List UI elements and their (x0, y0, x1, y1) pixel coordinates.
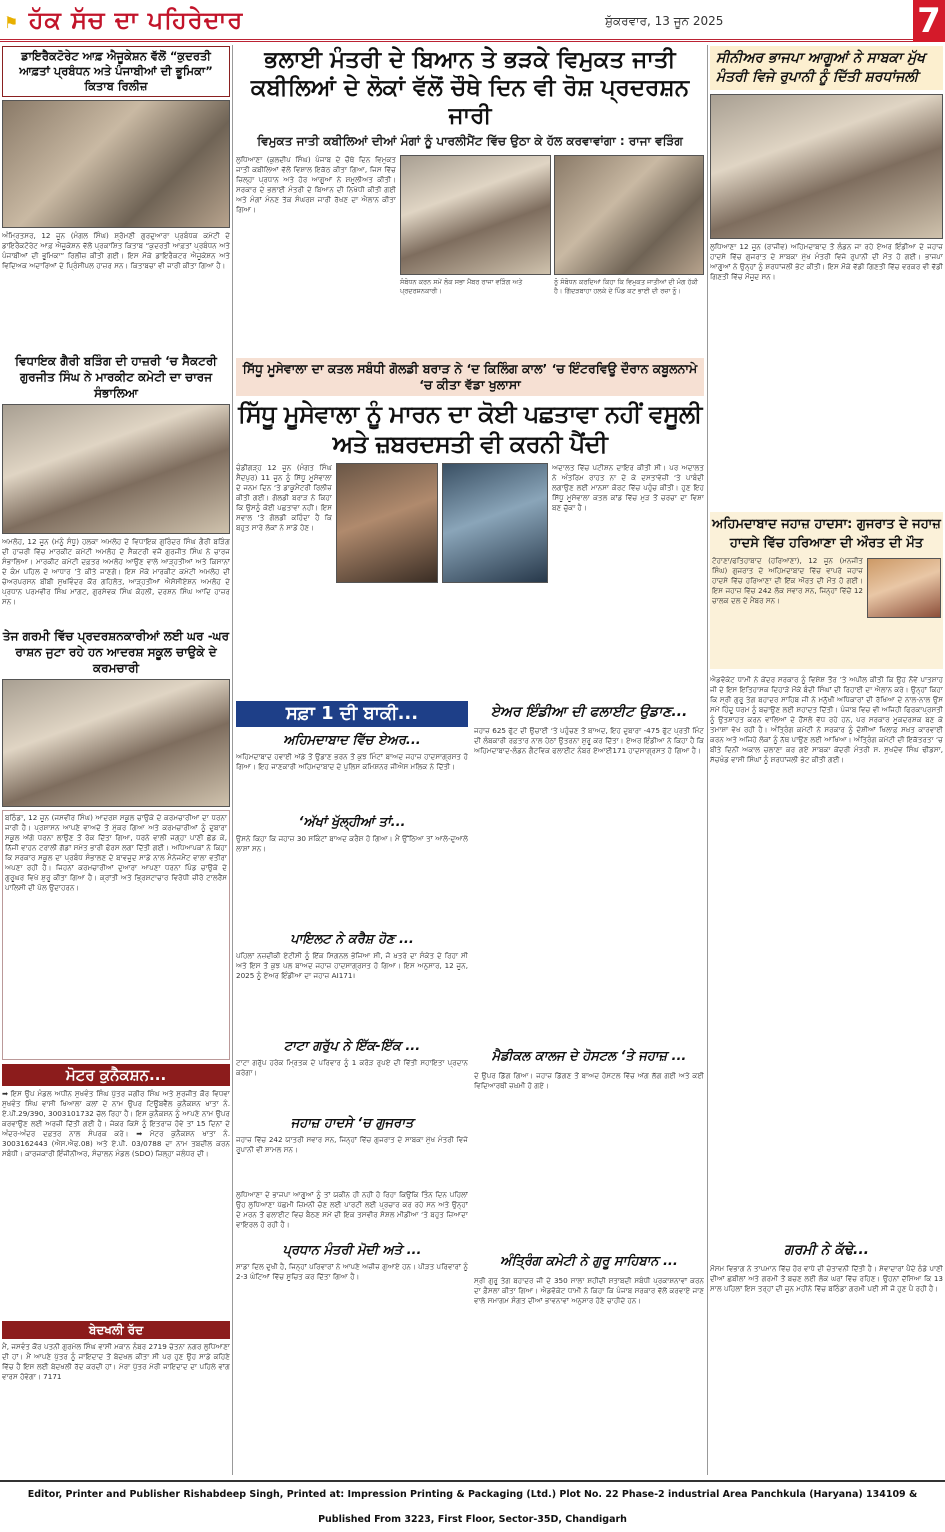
story-body: ਬਠਿੰਡਾ, 12 ਜੂਨ (ਜਸਵੀਰ ਸਿੰਘ) ਆਦਰਸ਼ ਸਕੂਲ ਚਾਉਕੇ ਦੇ ਕਰਮਚਾਰੀਆਂ ਦਾ ਧਰਨਾ ਜਾਰੀ ਹੈ। ਪ੍ਰਸ਼ਾਸਨ ਆਪਣੇ ਵਾਅਦੇ ਤੋਂ ਮੁੱਕਰ ਗਿਆ ਅਤੇ ਕਰਮਚਾਰੀਆਂ ਨੂੰ ਦੁਬਾਰਾ ਸਕੂਲ ਅੱਗੇ ਧਰਨਾ ਲਾਉਣ ਤੋਂ ਰੋਕ ਦਿੱਤਾ ਗਿਆ, ਧਰਨੇ ਵਾਲੀ ਜਗ੍ਹਾ ਪਾਣੀ ਛੱਡ ਕੇ, ਨਿੱਜੀ ਵਾਹਨ ਟਰਾਲੀ ਗੱਡਾਂ ਸਮੇਤ ਭਾਰੀ ਫੋਰਸ ਲਗਾ ਦਿੱਤੀ ਗਈ। ਅਧਿਆਪਕਾਂ ਨੇ ਕਿਹਾ ਕਿ ਸਰਕਾਰ ਸਕੂਲ ਦਾ ਪ੍ਰਬੰਧ ਸੰਭਾਲਣ ਦੇ ਬਾਵਜੂਦ ਸਾਡੇ ਨਾਲ ਮੈਨੇਜਮੈਂਟ ਵਾਲਾ ਵਤੀਰਾ ਅਪਣਾ ਰਹੀ ਹੈ। ਜਿਹਨਾਂ ਕਰਮਚਾਰੀਆਂ ਦੁਆਰਾ ਆਪਣਾ ਧਰਨਾ ਪਿੰਡ ਚਾਉਕੇ ਦੇ ਗੁਰੂਘਰ ਵਿਖੇ ਸ਼ੁਰੂ ਕੀਤਾ ਗਿਆ ਹੈ। ਕ੍ਰਾਂਤੀ ਅਤੇ ਭ੍ਰਿਸ਼ਟਾਚਾਰ ਵਿਰੋਧੀ ਜ਼ੀਰੋ ਟਾਲਰੈਂਸ ਪਾਲਿਸੀ ਦੀ ਪੋਲ ਉਦਾਹਰਨ। (2, 810, 230, 1060)
story-photo (2, 100, 230, 228)
story-body: ਲੁਧਿਆਣਾ 12 ਜੂਨ (ਰਾਜੀਵ) ਅਹਿਮਦਾਬਾਦ ਤੋਂ ਲੰਡਨ ਜਾ ਰਹੇ ਏਅਰ ਇੰਡੀਆ ਦੇ ਜਹਾਜ਼ ਹਾਦਸੇ ਵਿੱਚ ਗੁਜਰਾਤ ਦੇ ਸਾਬਕਾ ਮੁੱਖ ਮੰਤਰੀ ਵਿਜੇ ਰੁਪਾਨੀ ਦੀ ਮੌਤ ਹੋ ਗਈ। ਭਾਜਪਾ ਆਗੂਆਂ ਨੇ ਉਨ੍ਹਾਂ ਨੂੰ ਸ਼ਰਧਾਂਜਲੀ ਭੇਟ ਕੀਤੀ। ਇਸ ਮੌਕੇ ਵੱਡੀ ਗਿਣਤੀ ਵਿੱਚ ਵਰਕਰ ਵੀ ਵੱਡੀ ਗਿਣਤੀ ਵਿੱਚ ਮੌਜੂਦ ਸਨ। (710, 242, 943, 281)
victim-photo (867, 558, 941, 618)
story-body: ਅਦਾਲਤ ਵਿੱਚ ਪਟੀਸ਼ਨ ਦਾਇਰ ਕੀਤੀ ਸੀ। ਪਰ ਅਦਾਲਤ ਨੇ ਅੰਤਰਿਮ ਰਾਹਤ ਨਾ ਦੇ ਕੇ ਦਸਤਾਵੇਜ਼ੀ ‘ਤੇ ਪਾਬੰਦੀ ਲਗਾਉਣ ਲਈ ਮਾਨਸਾ ਕੋਰਟ ਵਿੱਚ ਪਹੁੰਚ ਕੀਤੀ। ਹੁਣ ਇਹ ਸਿੱਧੂ ਮੂਸੇਵਾਲਾ ਕਤਲ ਕਾਂਡ ਵਿੱਚ ਮੁੜ ਤੋਂ ਚਰਚਾ ਦਾ ਵਿਸ਼ਾ ਬਣ ਚੁੱਕਾ ਹੈ। (552, 463, 704, 512)
section-body: ਜਹਾਜ਼ 625 ਫੁੱਟ ਦੀ ਉਚਾਈ ‘ਤੇ ਪਹੁੰਚਣ ਤੋਂ ਬਾਅਦ, ਇਹ ਦੁਬਾਰਾ -475 ਫੁੱਟ ਪ੍ਰਤੀ ਮਿੰਟ ਦੀ ਲੰਬਕਾਰੀ ਰਫ਼ਤਾਰ ਨਾਲ ਹੇਠਾਂ ਉਤਰਨਾ ਸ਼ੁਰੂ ਕਰ ਦਿੱਤਾ। ਏਅਰ ਇੰਡੀਆ ਨੇ ਕਿਹਾ ਹੈ ਕਿ ਅਹਿਮਦਾਬਾਦ-ਲੰਡਨ ਗੈਟਵਿਕ ਫਲਾਈਟ ਨੰਬਰ ਏਆਈ171 ਹਾਦਸਾਗ੍ਰਸਤ ਹੋ ਗਿਆ ਹੈ। (474, 726, 704, 755)
story-headline: ਅਹਿਮਦਾਬਾਦ ਜਹਾਜ਼ ਹਾਦਸਾ: ਗੁਜਰਾਤ ਦੇ ਜਹਾਜ਼ ਹਾਦਸੇ ਵਿੱਚ ਹਰਿਆਣਾ ਦੀ ਔਰਤ ਦੀ ਮੌਤ (712, 517, 941, 551)
story-photo (2, 679, 230, 807)
section-headline: ਅੰਤ੍ਰਿੰਗ ਕਮੇਟੀ ਨੇ ਗੁਰੂ ਸਾਹਿਬਾਨ ... (500, 1254, 678, 1269)
story-body: ਅਮਲੋਹ, 12 ਜੂਨ (ਮਨੂੰ ਸੰਧੂ) ਹਲਕਾ ਅਮਲੋਹ ਦੇ ਵਿਧਾਇਕ ਗੁਰਿੰਦਰ ਸਿੰਘ ਗੈਰੀ ਬੜਿੰਗ ਦੀ ਹਾਜ਼ਰੀ ਵਿੱਚ ਮਾਰਕੀਟ ਕਮੇਟੀ ਅਮਲੋਹ ਦੇ ਸੈਕਟਰੀ ਵਜੋਂ ਗੁਰਜੀਤ ਸਿੰਘ ਨੇ ਚਾਰਜ ਸੰਭਾਲਿਆ। ਮਾਰਕੀਟ ਕਮੇਟੀ ਦਫ਼ਤਰ ਅਮਲੋਹ ਆਉਣ ਵਾਲੇ ਆੜ੍ਹਤੀਆਂ ਅਤੇ ਕਿਸਾਨਾਂ ਦੇ ਕੰਮ ਪਹਿਲ ਦੇ ਆਧਾਰ ’ਤੇ ਕੀਤੇ ਜਾਣਗੇ। ਇਸ ਮੌਕੇ ਮਾਰਕੀਟ ਕਮੇਟੀ ਅਮਲੋਹ ਦੀ ਚੇਅਰਪਰਸਨ ਬੀਬੀ ਸੁਖਵਿੰਦਰ ਕੌਰ ਗਹਿਲੋਤ, ਆੜ੍ਹਤੀਆਂ ਐਸੋਸੀਏਸ਼ਨ ਅਮਲੋਹ ਦੇ ਪ੍ਰਧਾਨ ਪਰਮਵੀਰ ਸਿੰਘ ਮਾਂਗਟ, ਗੁਰਸੇਵਕ ਸਿੰਘ ਕੋਹਲੀ, ਦਰਸ਼ਨ ਸਿੰਘ ਆਦਿ ਹਾਜ਼ਰ ਸਨ। (2, 537, 230, 606)
section-body: ਸ੍ਰੀ ਗੁਰੂ ਤੇਗ ਬਹਾਦਰ ਜੀ ਦੇ 350 ਸਾਲਾ ਸ਼ਹੀਦੀ ਸ਼ਤਾਬਦੀ ਸਬੰਧੀ ਪ੍ਰਕਾਸ਼ਨਾਵਾਂ ਕਰਨ ਦਾ ਫ਼ੈਸਲਾ ਕੀਤਾ ਗਿਆ। ਐਡਵੋਕੇਟ ਧਾਮੀ ਨੇ ਕਿਹਾ ਕਿ ਪੰਜਾਬ ਸਰਕਾਰ ਵੱਲੋਂ ਕਰਵਾਏ ਜਾਣ ਵਾਲੇ ਸਮਾਗਮ ਸੰਗਤ ਦੀਆਂ ਭਾਵਨਾਵਾਂ ਅਨੁਸਾਰ ਹੋਣੇ ਚਾਹੀਦੇ ਹਨ। (474, 1276, 704, 1305)
lead-headline: ਭਲਾਈ ਮੰਤਰੀ ਦੇ ਬਿਆਨ ਤੇ ਭੜਕੇ ਵਿਮੁਕਤ ਜਾਤੀ ਕਬੀਲਿਆਂ ਦੇ ਲੋਕਾਂ ਵੱਲੋਂ ਚੌਥੇ ਦਿਨ ਵੀ ਰੋਸ਼ ਪ੍ਰਦਰਸ਼ਨ ਜਾਰੀ (250, 47, 690, 129)
story-headline: ਸਿੱਧੂ ਮੂਸੇਵਾਲਾ ਨੂੰ ਮਾਰਨ ਦਾ ਕੋਈ ਪਛਤਾਵਾ ਨਹੀਂ ਵਸੂਲੀ ਅਤੇ ਜ਼ਬਰਦਸਤੀ ਵੀ ਕਰਨੀ ਪੈਂਦੀ (238, 400, 702, 458)
photo-caption: ਸੰਬੋਧਨ ਕਰਨ ਸਮੇਂ ਲੋਕ ਸਭਾ ਮੈਂਬਰ ਰਾਜਾ ਵੜਿੰਗ ਅਤੇ ਪ੍ਰਦਰਸ਼ਨਕਾਰੀ। (400, 278, 523, 295)
right-column (710, 46, 943, 1476)
story-photo (2, 404, 230, 534)
lead-body: ਲੁਧਿਆਣਾ (ਕੁਲਦੀਪ ਸਿੰਘ) ਪੰਜਾਬ ਦੇ ਚੌਥੇ ਦਿਨ ਵਿਮੁਕਤ ਜਾਤੀ ਕਬੀਲਿਆਂ ਵੱਲੋਂ ਵਿਸ਼ਾਲ ਇਕੱਠ ਕੀਤਾ ਗਿਆ, ਜਿਸ ਵਿੱਚ ਜ਼ਿਲ੍ਹਾ ਪ੍ਰਧਾਨ ਅਤੇ ਹੋਰ ਆਗੂਆਂ ਨੇ ਸ਼ਮੂਲੀਅਤ ਕੀਤੀ। ਸਰਕਾਰ ਦੇ ਭਲਾਈ ਮੰਤਰੀ ਦੇ ਬਿਆਨ ਦੀ ਨਿਖੇਧੀ ਕੀਤੀ ਗਈ ਅਤੇ ਮੰਗਾਂ ਮੰਨਣ ਤੱਕ ਸੰਘਰਸ਼ ਜਾਰੀ ਰੱਖਣ ਦਾ ਐਲਾਨ ਕੀਤਾ ਗਿਆ। (236, 155, 396, 214)
section-body: ਉਸਨੇ ਕਿਹਾ ਕਿ ਜਹਾਜ਼ 30 ਸਕਿੰਟਾਂ ਬਾਅਦ ਕਰੈਸ਼ ਹੋ ਗਿਆ। ਮੈਂ ਉੱਠਿਆ ਤਾਂ ਆਲੇ-ਦੁਆਲੇ ਲਾਸ਼ਾਂ ਸਨ। (236, 834, 468, 853)
section-body: ਦੇ ਉਪਰ ਡਿੱਗ ਗਿਆ। ਜਹਾਜ਼ ਡਿੱਗਣ ਤੋਂ ਬਾਅਦ ਹੋਸਟਲ ਵਿੱਚ ਅੱਗ ਲੱਗ ਗਈ ਅਤੇ ਕਈ ਵਿਦਿਆਰਥੀ ਜ਼ਖ਼ਮੀ ਹੋ ਗਏ। (474, 1071, 704, 1090)
section-body: ਸਾਡਾ ਦਿਲ ਦੁਖੀ ਹੈ, ਜਿਨ੍ਹਾਂ ਪਰਿਵਾਰਾਂ ਨੇ ਆਪਣੇ ਅਜ਼ੀਜ਼ ਗੁਆਏ ਹਨ। ਪੀੜਤ ਪਰਿਵਾਰਾਂ ਨੂੰ 2-3 ਘੰਟਿਆਂ ਵਿੱਚ ਸੂਚਿਤ ਕਰ ਦਿੱਤਾ ਗਿਆ ਹੈ। (236, 1262, 468, 1281)
column-divider (707, 45, 708, 1475)
story-headline: ਵਿਧਾਇਕ ਗੈਰੀ ਬੜਿੰਗ ਦੀ ਹਾਜ਼ਰੀ ‘ਚ ਸੈਕਟਰੀ ਗੁਰਜੀਤ ਸਿੰਘ ਨੇ ਮਾਰਕੀਟ ਕਮੇਟੀ ਦਾ ਚਾਰਜ ਸੰਭਾਲਿਆ (15, 354, 217, 400)
section-headline: ਮੈਡੀਕਲ ਕਾਲਜ ਦੇ ਹੋਸਟਲ ‘ਤੇ ਜਹਾਜ਼ ... (491, 1049, 687, 1064)
lead-subheadline: ਵਿਮੁਕਤ ਜਾਤੀ ਕਬੀਲਿਆਂ ਦੀਆਂ ਮੰਗਾਂ ਨੂੰ ਪਾਰਲੀਮੈਂਟ ਵਿੱਚ ਉਠਾ ਕੇ ਹੱਲ ਕਰਵਾਵਾਂਗਾ : ਰਾਜਾ ਵੜਿੰਗ (257, 134, 683, 148)
story-body: ਚੰਡੀਗੜ੍ਹ 12 ਜੂਨ (ਮੰਗਤ ਸਿੰਘ ਸੈਦਪੁਰ) 11 ਜੂਨ ਨੂੰ ਸਿੱਧੂ ਮੂਸੇਵਾਲਾ ਦੇ ਜਨਮ ਦਿਨ ‘ਤੇ ਡਾਕੂਮੈਂਟਰੀ ਰਿਲੀਜ਼ ਕੀਤੀ ਗਈ। ਗੋਲਡੀ ਬਰਾੜ ਨੇ ਕਿਹਾ ਕਿ ਉਸਨੂੰ ਕੋਈ ਪਛਤਾਵਾ ਨਹੀਂ। ਇਸ ਸਵਾਲ ‘ਤੇ ਗੋਲਡੀ ਕਹਿੰਦਾ ਹੈ ਕਿ ਬਹੁਤ ਸਾਰੇ ਲੋਕਾਂ ਨੇ ਸਾਡੇ ਹੋਣ। (236, 463, 332, 532)
section-body: ਅਹਿਮਦਾਬਾਦ ਹਵਾਈ ਅੱਡੇ ਤੋਂ ਉਡਾਣ ਭਰਨ ਤੋਂ ਕੁਝ ਮਿੰਟਾਂ ਬਾਅਦ ਜਹਾਜ਼ ਹਾਦਸਾਗ੍ਰਸਤ ਹੋ ਗਿਆ। ਇਹ ਜਾਣਕਾਰੀ ਅਹਿਮਦਾਬਾਦ ਦੇ ਪੁਲਿਸ ਕਮਿਸ਼ਨਰ ਜੀਐਸ ਮਲਿਕ ਨੇ ਦਿੱਤੀ। (236, 752, 468, 771)
section-subhead: ਪ੍ਰਧਾਨ ਮੰਤਰੀ ਮੋਦੀ ਅਤੇ ... (282, 1243, 422, 1258)
section-headline: ਗਰਮੀ ਨੇ ਕੱਢੇ... (784, 1242, 869, 1258)
lead-photo (554, 155, 705, 275)
lead-photo (400, 155, 551, 275)
section-body: ਟਾਟਾ ਗਰੁੱਪ ਹਰੇਕ ਮ੍ਰਿਤਕ ਦੇ ਪਰਿਵਾਰ ਨੂੰ 1 ਕਰੋੜ ਰੁਪਏ ਦੀ ਵਿੱਤੀ ਸਹਾਇਤਾ ਪ੍ਰਦਾਨ ਕਰੇਗਾ। (236, 1058, 468, 1077)
section-headline: ਏਅਰ ਇੰਡੀਆ ਦੀ ਫਲਾਈਟ ਉਡਾਣ... (490, 704, 688, 720)
section-body: ਪਹਿਲਾਂ ਨਜ਼ਦੀਕੀ ਏਟੀਸੀ ਨੂੰ ਇੱਕ ਸਿਗਨਲ ਭੇਜਿਆ ਸੀ, ਜੋ ਖ਼ਤਰੇ ਦਾ ਸੰਕੇਤ ਦੇ ਰਿਹਾ ਸੀ ਅਤੇ ਇਸ ਤੋਂ ਕੁਝ ਪਲ ਬਾਅਦ ਜਹਾਜ਼ ਹਾਦਸਾਗ੍ਰਸਤ ਹੋ ਗਿਆ। ਇਸ ਅਨੁਸਾਰ, 12 ਜੂਨ, 2025 ਨੂੰ ਏਅਰ ਇੰਡੀਆ ਦਾ ਜਹਾਜ਼ AI171। (236, 951, 468, 980)
section-body: ਲੁਧਿਆਣਾ ਦੇ ਭਾਜਪਾ ਆਗੂਆਂ ਨੂੰ ਤਾਂ ਯਕੀਨ ਹੀ ਨਹੀਂ ਹੋ ਰਿਹਾ ਕਿਉਂਕਿ ਤਿੰਨ ਦਿਨ ਪਹਿਲਾਂ ਉਹ ਲੁਧਿਆਣਾ ਪੱਛਮੀ ਜ਼ਿਮਨੀ ਚੋਣ ਲਈ ਪਾਰਟੀ ਲਈ ਪ੍ਰਚਾਰ ਕਰ ਰਹੇ ਸਨ ਅਤੇ ਉਨ੍ਹਾਂ ਦੇ ਮਰਨ ਤੋਂ ਫਲਾਈਟ ਵਿਚ ਬੈਠਣ ਸਮੇਂ ਦੀ ਇਕ ਤਸਵੀਰ ਸੋਸ਼ਲ ਮੀਡੀਆ ‘ਤੇ ਬਹੁਤ ਜ਼ਿਆਦਾ ਵਾਇਰਲ ਹੋ ਰਹੀ ਹੈ। (236, 1190, 468, 1229)
story-headline: ਡਾਇਰੈਕਟੋਰੇਟ ਆਫ਼ ਐਜੂਕੇਸ਼ਨ ਵੱਲੋਂ “ਕੁਦਰਤੀ ਆਫ਼ਤਾਂ ਪ੍ਰਬੰਧਨ ਅਤੇ ਪੰਜਾਬੀਆਂ ਦੀ ਭੂਮਿਕਾ” ਕਿਤਾਬ ਰਿਲੀਜ਼ (2, 46, 230, 97)
logo-flag-icon: ⚑ (4, 13, 20, 32)
issue-date: ਸ਼ੁੱਕਰਵਾਰ, 13 ਜੂਨ 2025 (605, 14, 724, 28)
notice-body: ਮੈਂ, ਜਸਵੰਤ ਕੌਰ ਪਤਨੀ ਗੁਰਮੇਲ ਸਿੰਘ ਵਾਸੀ ਮਕਾਨ ਨੰਬਰ 2719 ਚੇਤਨਾ ਨਗਰ ਲੁਧਿਆਣਾ ਦੀ ਹਾਂ। ਮੈਂ ਆਪਣੇ ਪੁੱਤਰ ਨੂੰ ਜਾਇਦਾਦ ਤੋਂ ਬੇਦਖਲ ਕੀਤਾ ਸੀ ਪਰ ਹੁਣ ਉਹ ਸਾਡੇ ਕਹਿਣੇ ਵਿੱਚ ਹੈ ਇਸ ਲਈ ਬੇਦਖਲੀ ਰੱਦ ਕਰਦੀ ਹਾਂ। ਮੇਰਾ ਪੁੱਤਰ ਮੇਰੀ ਜਾਇਦਾਦ ਦਾ ਪਹਿਲੇ ਵਾਂਗ ਵਾਰਸ ਹੋਵੇਗਾ। 7171 (2, 1342, 230, 1381)
page-number: 7 (913, 0, 945, 42)
section-body: ਜਹਾਜ਼ ਵਿੱਚ 242 ਯਾਤਰੀ ਸਵਾਰ ਸਨ, ਜਿਨ੍ਹਾਂ ਵਿੱਚ ਗੁਜਰਾਤ ਦੇ ਸਾਬਕਾ ਮੁੱਖ ਮੰਤਰੀ ਵਿਜੇ ਰੂਪਾਨੀ ਵੀ ਸ਼ਾਮਲ ਸਨ। (236, 1135, 468, 1154)
left-column (2, 46, 230, 1476)
section-banner: ਬੇਦਖਲੀ ਰੱਦ (2, 1321, 230, 1339)
logo-text: ਹੱਕ ਸੱਚ ਦਾ ਪਹਿਰੇਦਾਰ (28, 6, 244, 34)
section-subhead: ਟਾਟਾ ਗਰੁੱਪ ਨੇ ਇੱਕ-ਇੱਕ ... (283, 1039, 421, 1054)
notice-body: ➡ ਇਸ ਉਪ ਮੰਡਲ ਅਧੀਨ ਸੁਖਵੰਤ ਸਿੰਘ ਪੁੱਤਰ ਜਗੀਰ ਸਿੰਘ ਅਤੇ ਸੁਰਜੀਤ ਕੌਰ ਵਿਧਵਾ ਸੁਖਵੰਤ ਸਿੰਘ ਵਾਸੀ ਖਿਆਲਾ ਕਲਾਂ ਦੇ ਨਾਮ ਉਪਰ ਟਿਊਬਵੈੱਲ ਕੁਨੈਕਸ਼ਨ ਖਾਤਾ ਨੰ. ਏ.ਪੀ.29/390, 3003101732 ਚੱਲ ਰਿਹਾ ਹੈ। ਇਸ ਕੁਨੈਕਸ਼ਨ ਨੂੰ ਆਪਣੇ ਨਾਮ ਉਪਰ ਕਰਵਾਉਣ ਲਈ ਅਰਜ਼ੀ ਦਿੱਤੀ ਗਈ ਹੈ। ਜੇਕਰ ਕਿਸੇ ਨੂੰ ਇਤਰਾਜ਼ ਹੋਵੇ ਤਾਂ 15 ਦਿਨਾਂ ਦੇ ਅੰਦਰ-ਅੰਦਰ ਦਫ਼ਤਰ ਨਾਲ ਸੰਪਰਕ ਕਰੇ। ➡ ਮੋਟਰ ਕੁਨੈਕਸ਼ਨ ਖਾਤਾ ਨੰ. 3003162443 (ਐਸ.ਐਫ.08) ਅਤੇ ਏ.ਪੀ. 03/0788 ਦਾ ਨਾਮ ਤਬਦੀਲ ਕਰਨ ਸਬੰਧੀ। ਕਾਰਜਕਾਰੀ ਇੰਜੀਨੀਅਰ, ਸੰਚਾਲਨ ਮੰਡਲ (SDO) ਜ਼ਿਲ੍ਹਾ ਜਲੰਧਰ ਦੀ। (2, 1089, 230, 1158)
story-body: ਅੰਮ੍ਰਿਤਸਰ, 12 ਜੂਨ (ਮੰਗਲ ਸਿੰਘ) ਸ਼੍ਰੋਮਣੀ ਗੁਰਦੁਆਰਾ ਪ੍ਰਬੰਧਕ ਕਮੇਟੀ ਦੇ ਡਾਇਰੈਕਟੋਰੇਟ ਆਫ਼ ਐਜੂਕੇਸ਼ਨ ਵੱਲੋਂ ਪ੍ਰਕਾਸ਼ਿਤ ਕਿਤਾਬ “ਕੁਦਰਤੀ ਆਫ਼ਤਾਂ ਪ੍ਰਬੰਧਨ ਅਤੇ ਪੰਜਾਬੀਆਂ ਦੀ ਭੂਮਿਕਾ” ਰਿਲੀਜ਼ ਕੀਤੀ ਗਈ। ਇਸ ਮੌਕੇ ਡਾਇਰੈਕਟਰ ਐਜੂਕੇਸ਼ਨ ਅਤੇ ਵਿਦਿਅਕ ਅਦਾਰਿਆਂ ਦੇ ਪ੍ਰਿੰਸੀਪਲ ਹਾਜ਼ਰ ਸਨ। ਕਿਤਾਬਚਾ ਵੀ ਜਾਰੀ ਕੀਤਾ ਗਿਆ ਹੈ। (2, 231, 230, 270)
newspaper-logo (4, 6, 243, 34)
print-line: Editor, Printer and Publisher Rishabdeep Singh, Printed at: Impression Printing & Packaging (Ltd.) Plot No. 22 Phase-2 industrial Area Panchkula (Haryana) 134109 & Published From 3223, First Floor, Sector-35D, Chandigarh (0, 1480, 945, 1507)
story-headline: ਸੀਨੀਅਰ ਭਾਜਪਾ ਆਗੂਆਂ ਨੇ ਸਾਬਕਾ ਮੁੱਖ ਮੰਤਰੀ ਵਿਜੇ ਰੁਪਾਨੀ ਨੂੰ ਦਿੱਤੀ ਸ਼ਰਧਾਂਜਲੀ (710, 46, 943, 90)
goldy-brar-photo (336, 463, 438, 583)
masthead (0, 0, 945, 42)
photo-caption: ਨੂੰ ਸੰਬੋਧਨ ਕਰਦਿਆਂ ਕਿਹਾ ਕਿ ਵਿਮੁਕਤ ਜਾਤੀਆਂ ਦੀ ਮੰਗ ਹੱਕੀ ਹੈ। ਗਿੱਦੜਬਾਹਾ ਹਲਕੇ ਦੇ ਪਿੰਡ ਕਟ ਭਾਈ ਦੀ ਰਜ਼ਾ ਨੂੰ। (554, 278, 699, 295)
center-column (236, 46, 704, 1476)
story-body: ਟੋਹਾਣਾ/ਫਤਿਹਾਬਾਦ (ਹਰਿਆਣਾ), 12 ਜੂਨ (ਮਨਜੀਤ ਸਿੰਘ) ਗੁਜਰਾਤ ਦੇ ਅਹਿਮਦਾਬਾਦ ਵਿੱਚ ਵਾਪਰੇ ਜਹਾਜ਼ ਹਾਦਸੇ ਵਿੱਚ ਹਰਿਆਣਾ ਦੀ ਇੱਕ ਔਰਤ ਦੀ ਮੌਤ ਹੋ ਗਈ। ਇਸ ਜਹਾਜ਼ ਵਿੱਚ 242 ਲੋਕ ਸਵਾਰ ਸਨ, ਜਿਨ੍ਹਾਂ ਵਿੱਚੋਂ 12 ਚਾਲਕ ਦਲ ਦੇ ਮੈਂਬਰ ਸਨ। (712, 556, 863, 605)
section-body: ਮੌਸਮ ਵਿਭਾਗ ਨੇ ਤਾਪਮਾਨ ਵਿੱਚ ਹੋਰ ਵਾਧੇ ਦੀ ਚੇਤਾਵਨੀ ਦਿੱਤੀ ਹੈ। ਸੇਵਾਦਾਰਾਂ ਪੈਂਦੇ ਠੰਡੇ ਪਾਣੀ ਦੀਆਂ ਛਬੀਲਾਂ ਅਤੇ ਗਰਮੀ ਤੋਂ ਬਚਣ ਲਈ ਲੋਕ ਘਰਾਂ ਵਿੱਚ ਰਹਿਣ। ਉਹਨਾਂ ਦੱਸਿਆ ਕਿ 13 ਸਾਲ ਪਹਿਲਾਂ ਇਸ ਤਰ੍ਹਾਂ ਦੀ ਜੂਨ ਮਹੀਨੇ ਵਿੱਚ ਬਠਿੰਡਾ ਗਰਮੀ ਪਈ ਸੀ ਜੋ ਹੁਣ ਪੈ ਰਹੀ ਹੈ। (710, 1264, 943, 1293)
moosewala-photo (442, 463, 548, 583)
section-subhead: ਅਹਿਮਦਾਬਾਦ ਵਿੱਚ ਏਅਰ... (283, 733, 421, 748)
story-headline: ਤੇਜ ਗਰਮੀ ਵਿੱਚ ਪ੍ਰਦਰਸ਼ਨਕਾਰੀਆਂ ਲਈ ਘਰ -ਘਰ ਰਾਸ਼ਨ ਜੁਟਾ ਰਹੇ ਹਨ ਆਦਰਸ਼ ਸਕੂਲ ਚਾਉਕੇ ਦੇ ਕਰਮਚਾਰੀ (2, 629, 230, 675)
column-divider (232, 45, 233, 1475)
continued-body: ਐਡਵੋਕੇਟ ਧਾਮੀ ਨੇ ਕੇਂਦਰ ਸਰਕਾਰ ਨੂੰ ਵਿਸ਼ੇਸ਼ ਤੌਰ ’ਤੇ ਅਪੀਲ ਕੀਤੀ ਕਿ ਉਹ ਨੌਵੇਂ ਪਾਤਸ਼ਾਹ ਜੀ ਦੇ ਇਸ ਇਤਿਹਾਸਕ ਦਿਹਾੜੇ ਮੌਕੇ ਬੰਦੀ ਸਿੰਘਾਂ ਦੀ ਰਿਹਾਈ ਦਾ ਐਲਾਨ ਕਰੇ। ਉਨ੍ਹਾਂ ਕਿਹਾ ਕਿ ਸ੍ਰੀ ਗੁਰੂ ਤੇਗ ਬਹਾਦਰ ਸਾਹਿਬ ਜੀ ਨੇ ਮਨੁੱਖੀ ਅਧਿਕਾਰਾਂ ਦੀ ਰੱਖਿਆ ਦੇ ਨਾਲ-ਨਾਲ ਉਸ ਸਮੇਂ ਹਿੰਦੂ ਧਰਮ ਨੂੰ ਬਚਾਉਣ ਲਈ ਸ਼ਹਾਦਤ ਦਿੱਤੀ। ਪੰਜਾਬ ਵਿਚ ਵੀ ਅਜਿਹੀ ਫਿਰਕਾਪ੍ਰਸਤੀ ਨੂੰ ਉਤਸ਼ਾਹਤ ਕਰਨ ਵਾਲਿਆਂ ਦੇ ਹੌਂਸਲੇ ਵੱਧ ਰਹੇ ਹਨ, ਪਰ ਸਰਕਾਰ ਮੂਕਦਰਸ਼ਕ ਬਣ ਕੇ ਤਮਾਸ਼ਾ ਵੇਖ ਰਹੀ ਹੈ। ਅੰਤ੍ਰਿੰਗ ਕਮੇਟੀ ਨੇ ਸਰਕਾਰ ਨੂੰ ਦੋਸ਼ੀਆਂ ਖਿਲਾਫ਼ ਸਖ਼ਤ ਕਾਰਵਾਈ ਕਰਨ ਅਤੇ ਅਜਿਹੇ ਲੋਕਾਂ ਨੂੰ ਨੱਥ ਪਾਉਣ ਲਈ ਆਖਿਆ। ਅੰਤ੍ਰਿੰਗ ਕਮੇਟੀ ਦੀ ਇਕੱਤਰਤਾ ‘ਚ ਬੀਤੇ ਦਿਨੀਂ ਅਕਾਲ ਚਲਾਣਾ ਕਰ ਗਏ ਸਾਬਕਾ ਕੇਂਦਰੀ ਮੰਤਰੀ ਸ. ਸੁਖਦੇਵ ਸਿੰਘ ਢੀਂਡਸਾ, ਸੱਚਖੰਡ ਵਾਸੀ ਸਿੰਘਾਂ ਨੂੰ ਸ਼ਰਧਾਂਜਲੀ ਭੇਟ ਕੀਤੀ ਗਈ। (710, 675, 943, 764)
section-subhead: ਜਹਾਜ਼ ਹਾਦਸੇ ‘ਚ ਗੁਜਰਾਤ (290, 1116, 414, 1131)
story-kicker: ਸਿੱਧੂ ਮੂਸੇਵਾਲਾ ਦਾ ਕਤਲ ਸਬੰਧੀ ਗੋਲਡੀ ਬਰਾੜ ਨੇ ‘ਦ ਕਿਲਿੰਗ ਕਾਲ’ ‘ਚ ਇੰਟਰਵਿਊ ਦੌਰਾਨ ਕਬੂਲਨਾਮੇ ‘ਚ ਕੀਤਾ ਵੱਡਾ ਖੁਲਾਸਾ (236, 358, 704, 396)
section-subhead: ‘ਅੱਖਾਂ ਖੁੱਲ੍ਹੀਆਂ ਤਾਂ... (298, 815, 406, 830)
tribute-photo (710, 94, 943, 239)
section-banner: ਮੋਟਰ ਕੁਨੈਕਸ਼ਨ... (2, 1064, 230, 1086)
section-subhead: ਪਾਇਲਟ ਨੇ ਕਰੈਸ਼ ਹੋਣ ... (290, 932, 414, 947)
section-banner: ਸਫ਼ਾ 1 ਦੀ ਬਾਕੀ... (236, 701, 468, 727)
